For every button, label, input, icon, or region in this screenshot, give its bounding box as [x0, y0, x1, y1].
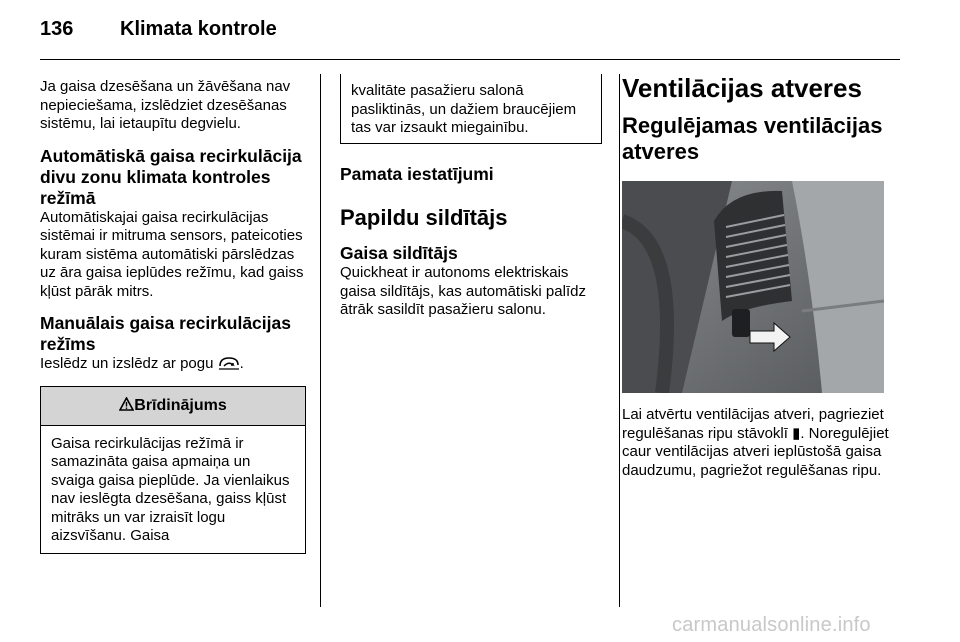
warning-title: Brīdinājums	[134, 396, 227, 414]
column-divider-1	[320, 74, 321, 607]
basic-settings-heading: Pamata iestatījumi	[340, 164, 494, 184]
air-vent-photo	[622, 181, 884, 393]
column-2	[340, 74, 602, 320]
column-3	[622, 73, 902, 480]
vents-title: Ventilācijas atveres	[622, 73, 862, 103]
column-divider-2	[619, 74, 620, 607]
watermark: carmanualsonline.info	[672, 614, 871, 636]
page-number: 136	[40, 18, 74, 40]
warning-continuation-box	[340, 74, 602, 144]
intro-paragraph: Ja gaisa dzesēšana un žāvēšana nav nepieciešama, izslēdziet dzesēšanas sistēmu, lai ietaupītu degvielu.	[40, 78, 291, 132]
page-title: Klimata kontrole	[120, 18, 277, 40]
header-divider	[40, 59, 900, 60]
manual-recirculation-heading: Manuālais gaisa recirkulācijas režīms	[40, 313, 291, 354]
auxiliary-heater-heading: Papildu sildītājs	[340, 205, 508, 230]
warning-box	[40, 386, 306, 554]
adjustable-vents-heading: Regulējamas ventilācijas atveres	[622, 113, 883, 164]
warning-text: Gaisa recirkulācijas režīmā ir samazināta gaisa apmaiņa un svaiga gaisa pieplūde. Ja vienlaikus nav ieslēgta dzesēšana, gaiss kļūst mitrāks un var izraisīt logu aizsvīšanu. Gaisa	[51, 434, 290, 544]
page-header	[40, 18, 277, 41]
vents-text: Lai atvērtu ventilācijas atveri, pagrieziet regulēšanas ripu stāvoklī ▮. Noregulējiet caur ventilācijas atveri ieplūstošā gaisa daudzumu, pagriežot regulēšanas ripu.	[622, 406, 889, 479]
warning-triangle-icon	[119, 397, 134, 414]
auto-recirculation-text: Automātiskajai gaisa recirkulācijas sistēmai ir mitruma sensors, pateicoties kuram sistēma automātiski pārslēdzas uz āra gaisa ieplūdes režīmu, kad gaiss kļūst pārāk mitrs.	[40, 208, 304, 300]
manual-recirculation-line: Ieslēdz un izslēdz ar pogu .	[40, 355, 306, 376]
air-heater-text: Quickheat ir autonoms elektriskais gaisa sildītājs, kas automātiski palīdz ātrāk sasildīt pasažieru salonu.	[340, 264, 586, 318]
warning-header	[41, 386, 305, 426]
recirculation-icon	[218, 356, 240, 376]
manual-recirculation-text: Ieslēdz un izslēdz ar pogu	[40, 355, 214, 372]
air-heater-heading: Gaisa sildītājs	[340, 243, 458, 263]
column-1	[40, 78, 306, 554]
warning-continuation-text: kvalitāte pasažieru salonā pasliktinās, un dažiem braucējiem tas var izsaukt miegainību.	[351, 82, 577, 136]
auto-recirculation-heading: Automātiskā gaisa recirkulācija divu zonu klimata kontroles režīmā	[40, 145, 302, 208]
